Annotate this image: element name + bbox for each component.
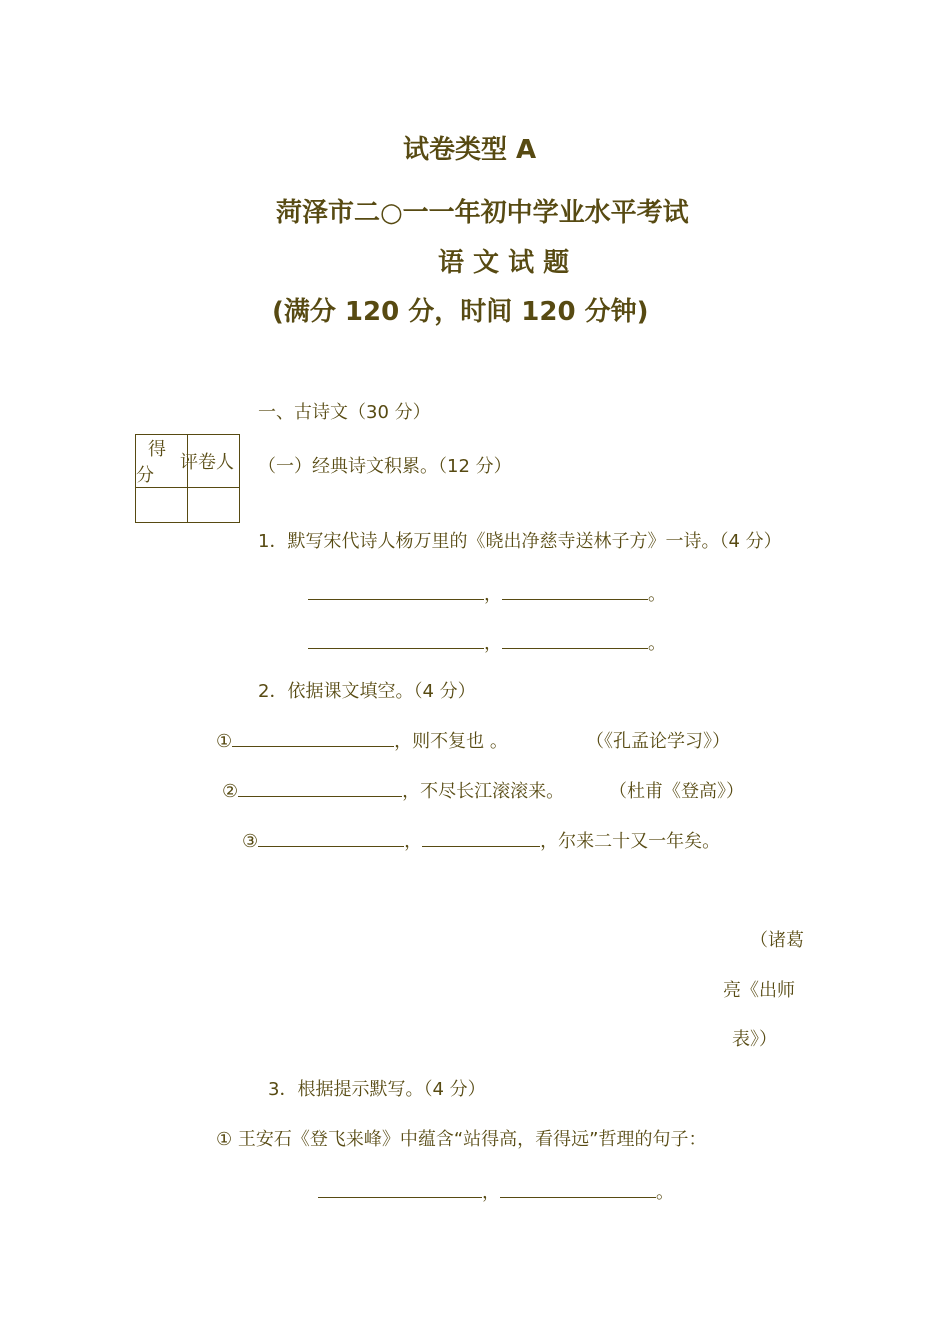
comma: ， xyxy=(484,633,502,654)
score-value-cell[interactable] xyxy=(136,488,188,523)
q2-item3-source-2: 亮《出师 xyxy=(723,980,795,1001)
q3-answer-line xyxy=(318,1178,674,1204)
answer-blank[interactable] xyxy=(308,647,484,649)
subsection-title: （一）经典诗文积累。（12 分） xyxy=(258,456,512,477)
grader-value-cell[interactable] xyxy=(188,488,240,523)
item-number: ② xyxy=(222,781,239,802)
comma: ， xyxy=(484,584,502,605)
comma: ， xyxy=(482,1182,500,1203)
score-label: 得 分 xyxy=(136,439,166,486)
answer-blank[interactable] xyxy=(318,1196,482,1198)
q2-item1 xyxy=(216,727,508,753)
q2-item2 xyxy=(222,777,564,803)
answer-blank[interactable] xyxy=(500,1196,656,1198)
item-text: ，则不复也 。 xyxy=(394,731,508,752)
answer-blank[interactable] xyxy=(502,598,648,600)
period: 。 xyxy=(648,633,666,654)
item-number: ③ xyxy=(242,831,259,852)
answer-blank[interactable] xyxy=(232,745,394,747)
q2-item1-source: （《孔孟论学习》） xyxy=(586,731,730,752)
q1-line2 xyxy=(308,629,666,655)
q2-item3 xyxy=(242,827,720,853)
score-box xyxy=(135,434,240,523)
q3-item1: ① 王安石《登飞来峰》中蕴含“站得高，看得远”哲理的句子： xyxy=(216,1129,707,1150)
exam-name: 菏泽市二○一一年初中学业水平考试 xyxy=(276,198,689,228)
subject-title: 语 文 试 题 xyxy=(438,248,570,278)
grader-label: 评卷人 xyxy=(180,452,234,473)
q1-line1 xyxy=(308,580,666,606)
answer-blank[interactable] xyxy=(238,795,402,797)
period: 。 xyxy=(656,1182,674,1203)
answer-blank[interactable] xyxy=(422,845,540,847)
q2-item3-source-1: （诸葛 xyxy=(750,930,804,951)
section-title: 一、古诗文（30 分） xyxy=(258,402,431,423)
item-number: ① xyxy=(216,731,233,752)
q2-item2-source: （杜甫《登高》） xyxy=(609,781,744,802)
answer-blank[interactable] xyxy=(258,845,404,847)
q3-prompt: 3．根据提示默写。（4 分） xyxy=(268,1079,486,1100)
q2-prompt: 2．依据课文填空。（4 分） xyxy=(258,681,476,702)
answer-blank[interactable] xyxy=(502,647,648,649)
grader-label-cell xyxy=(180,435,240,488)
answer-blank[interactable] xyxy=(308,598,484,600)
paper-type: 试卷类型 A xyxy=(403,135,537,165)
comma: ， xyxy=(404,831,423,852)
item-text: ，不尽长江滚滚来。 xyxy=(402,781,565,802)
period: 。 xyxy=(648,584,666,605)
q1-prompt: 1．默写宋代诗人杨万里的《晓出净慈寺送林子方》一诗。（4 分） xyxy=(258,531,782,552)
scoring-info: (满分 120 分，时间 120 分钟) xyxy=(272,297,649,327)
q2-item3-source-3: 表》） xyxy=(732,1029,777,1050)
item-text: ，尔来二十又一年矣。 xyxy=(540,831,721,852)
